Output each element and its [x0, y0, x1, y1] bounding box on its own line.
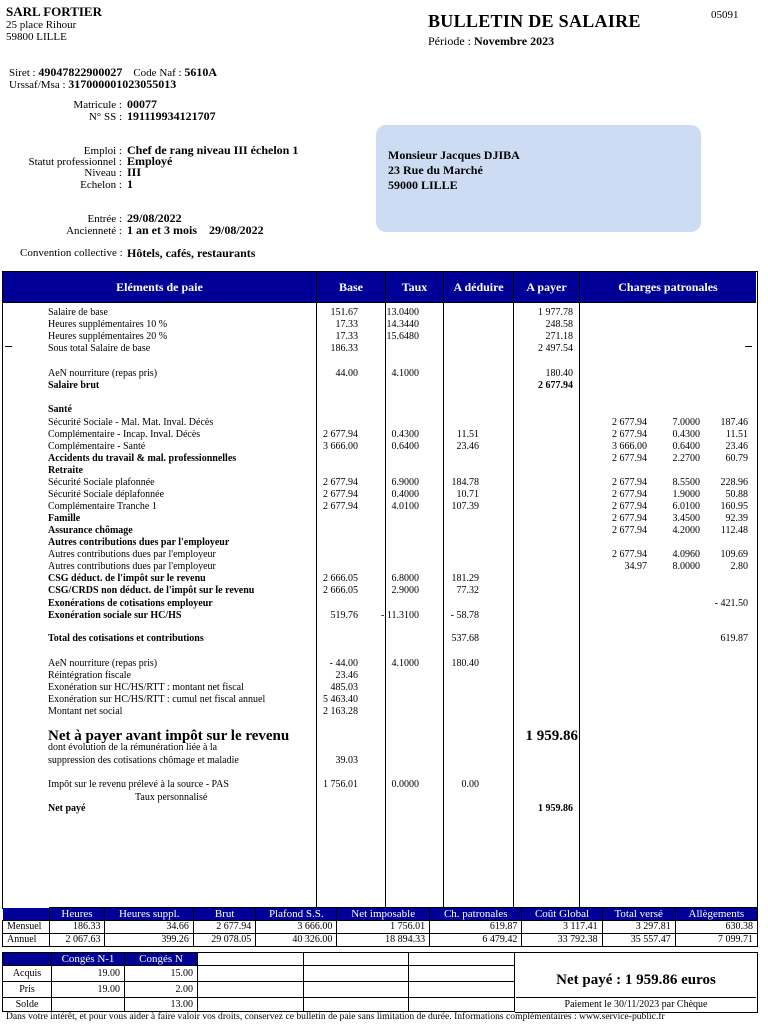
net-paye-final: Net payé : 1 959.86 euros — [556, 972, 716, 988]
row-taux: 4.1000 — [391, 368, 419, 379]
table-row — [0, 331, 768, 343]
table-row — [0, 658, 768, 670]
row-label: Net payé — [48, 803, 86, 814]
totals-header: Total versé — [602, 908, 675, 921]
conges-cell: 19.00 — [52, 966, 125, 982]
siret-value: 49047822900027 — [38, 65, 123, 79]
row-ded: 184.78 — [451, 477, 479, 488]
mensuel-cell: 1 756.01 — [337, 921, 430, 934]
footer-note: Dans votre intérêt, et pour vous aider à faire valoir vos droits, conservez ce bulletin de paie sans limitation de durée. Informations complémentaires : www.service-public.fr — [6, 1011, 665, 1022]
totals-header: Brut — [193, 908, 255, 921]
conges-cell: 15.00 — [125, 966, 198, 982]
row-base: 17.33 — [335, 319, 358, 330]
row-label: CSG déduct. de l'impôt sur le revenu — [48, 573, 206, 584]
row-ded: 537.68 — [451, 633, 479, 644]
annuel-cell: 18 894.33 — [337, 934, 430, 947]
conges-cell: 13.00 — [125, 998, 198, 1012]
row-cm: 109.69 — [720, 549, 748, 560]
row-ded: 0.00 — [461, 779, 479, 790]
row-base: 23.46 — [335, 670, 358, 681]
table-row — [0, 417, 768, 429]
row-cm: 50.88 — [725, 489, 748, 500]
row-ct: 7.0000 — [672, 417, 700, 428]
row-label: Exonérations de cotisations employeur — [48, 598, 213, 609]
row-taux: 15.6480 — [386, 331, 419, 342]
table-row — [0, 477, 768, 489]
document-title: BULLETIN DE SALAIRE — [428, 11, 641, 31]
table-row — [0, 441, 768, 453]
row-label: Autres contributions dues par l'employeur — [48, 561, 216, 572]
table-row — [0, 670, 768, 682]
row-taux: 6.8000 — [391, 573, 419, 584]
table-row — [0, 803, 768, 815]
annuel-cell: 40 326.00 — [256, 934, 337, 947]
mensuel-cell: 3 117.41 — [522, 921, 602, 934]
table-row — [0, 465, 768, 477]
row-ded: 107.39 — [451, 501, 479, 512]
address-line-1: Monsieur Jacques DJIBA — [388, 148, 520, 162]
annuel-cell: 7 099.71 — [675, 934, 757, 947]
employer-street: 25 place Rihour — [6, 19, 77, 31]
totals-table — [2, 907, 758, 947]
row-label: Famille — [48, 513, 81, 524]
row-ct: 3.4500 — [672, 513, 700, 524]
mensuel-cell: 3 666.00 — [256, 921, 337, 934]
row-cb: 2 677.94 — [612, 477, 647, 488]
row-label: Accidents du travail & mal. professionnelles — [48, 453, 237, 464]
row-cm: 92.39 — [725, 513, 748, 524]
row-ct: 2.2700 — [672, 453, 700, 464]
table-row — [0, 755, 768, 767]
row-cb: 2 677.94 — [612, 525, 647, 536]
table-row — [0, 525, 768, 537]
row-ded: - 58.78 — [450, 610, 479, 621]
row-taux: 14.3440 — [386, 319, 419, 330]
row-label: Exonération sociale sur HC/HS — [48, 610, 182, 621]
table-row — [0, 549, 768, 561]
conges-header: Congés N-1 — [52, 953, 125, 966]
table-row — [0, 501, 768, 513]
row-cb: 2 677.94 — [612, 453, 647, 464]
row-ded: 77.32 — [456, 585, 479, 596]
conges-row-label: Solde — [3, 998, 52, 1012]
totals-header: Heures suppl. — [105, 908, 193, 921]
statut-label: Statut professionnel : — [28, 156, 122, 168]
row-label: Complémentaire Tranche 1 — [48, 501, 157, 512]
row-taux: 2.9000 — [391, 585, 419, 596]
row-ct: 4.2000 — [672, 525, 700, 536]
row-label: Sécurité Sociale plafonnée — [48, 477, 155, 488]
table-row — [0, 598, 768, 610]
annuel-label: Annuel — [3, 934, 50, 947]
taux-personnalise: Taux personnalisé — [135, 792, 208, 803]
totals-header: Heures — [49, 908, 105, 921]
row-label: Montant net social — [48, 706, 123, 717]
table-row — [0, 429, 768, 441]
totals-header: Coût Global — [522, 908, 602, 921]
period: Période : Novembre 2023 — [428, 34, 555, 48]
row-pay: 180.40 — [545, 368, 573, 379]
ss-label: N° SS : — [88, 111, 122, 123]
row-base: 5 463.40 — [323, 694, 358, 705]
table-row — [0, 573, 768, 585]
row-label: Total des cotisations et contributions — [48, 633, 204, 644]
row-base: 151.67 — [330, 307, 358, 318]
echelon-label: Echelon : — [80, 179, 122, 191]
row-pay: 271.18 — [545, 331, 573, 342]
row-taux: 0.4000 — [391, 489, 419, 500]
row-cm: 619.87 — [720, 633, 748, 644]
statut-value: Employé — [127, 154, 173, 168]
row-taux: 0.4300 — [391, 429, 419, 440]
row-taux: - 11.3100 — [381, 610, 419, 621]
address-line-2: 23 Rue du Marché — [388, 163, 483, 177]
row-taux: 4.1000 — [391, 658, 419, 669]
table-row — [0, 513, 768, 525]
row-label: Retraite — [48, 465, 83, 476]
table-row — [0, 343, 768, 355]
anciennete-value: 1 an et 3 mois — [127, 223, 197, 237]
row-taux: 6.9000 — [391, 477, 419, 488]
table-row — [0, 694, 768, 706]
conges-table — [2, 952, 515, 1012]
annuel-cell: 29 078.05 — [193, 934, 255, 947]
convention-label: Convention collective : — [20, 247, 123, 259]
table-row — [0, 453, 768, 465]
header-rule — [3, 302, 756, 303]
row-base: 2 666.05 — [323, 585, 358, 596]
row-base: 2 677.94 — [323, 429, 358, 440]
table-row — [0, 633, 768, 645]
row-label: Autres contributions dues par l'employeur — [48, 537, 230, 548]
row-cb: 2 677.94 — [612, 429, 647, 440]
niveau-value: III — [127, 165, 142, 179]
row-label: Réintégration fiscale — [48, 670, 132, 681]
matricule-value: 00077 — [127, 97, 157, 111]
row-ct: 6.0100 — [672, 501, 700, 512]
table-row — [0, 307, 768, 319]
conges-row-label: Acquis — [3, 966, 52, 982]
mensuel-cell: 619.87 — [430, 921, 522, 934]
table-row — [0, 706, 768, 718]
row-label: Complémentaire - Incap. Inval. Décès — [48, 429, 201, 440]
table-row — [0, 682, 768, 694]
row-base: 2 677.94 — [323, 501, 358, 512]
row-cb: 2 677.94 — [612, 417, 647, 428]
paiement-info: Paiement le 30/11/2023 par Chèque — [516, 997, 756, 1010]
row-ded: 11.51 — [456, 429, 479, 440]
row-label: dont évolution de la rémunération liée à la — [48, 742, 218, 753]
row-label: Heures supplémentaires 10 % — [48, 319, 168, 330]
row-ct: 0.4300 — [672, 429, 700, 440]
convention-value: Hôtels, cafés, restaurants — [127, 246, 256, 260]
row-ct: 4.0960 — [672, 549, 700, 560]
row-cb: 3 666.00 — [612, 441, 647, 452]
conges-cell: 19.00 — [52, 982, 125, 998]
row-base: 2 163.28 — [323, 706, 358, 717]
row-cm: 11.51 — [725, 429, 748, 440]
table-row — [0, 368, 768, 380]
header-base: Base — [317, 272, 385, 302]
totals-header: Net imposable — [337, 908, 430, 921]
row-base: 39.03 — [335, 755, 358, 766]
row-taux: 13.0400 — [386, 307, 419, 318]
row-label: suppression des cotisations chômage et maladie — [48, 755, 239, 766]
row-label: Salaire brut — [48, 380, 100, 391]
urssaf-value: 317000001023055013 — [68, 77, 177, 91]
row-label: Complémentaire - Santé — [48, 441, 146, 452]
header-elements: Eléments de paie — [3, 272, 316, 302]
mensuel-cell: 34.66 — [105, 921, 193, 934]
row-label: Impôt sur le revenu prélevé à la source - PAS — [48, 779, 229, 790]
mensuel-cell: 3 297.81 — [602, 921, 675, 934]
table-row — [0, 319, 768, 331]
row-cm: - 421.50 — [714, 598, 748, 609]
niveau-label: Niveau : — [84, 167, 122, 179]
row-cb: 2 677.94 — [612, 513, 647, 524]
row-ded: 181.29 — [451, 573, 479, 584]
row-ct: 8.5500 — [672, 477, 700, 488]
header-taux: Taux — [386, 272, 443, 302]
row-base: 3 666.00 — [323, 441, 358, 452]
totals-header: Ch. patronales — [430, 908, 522, 921]
row-base: 44.00 — [335, 368, 358, 379]
row-base: 485.03 — [330, 682, 358, 693]
row-cm: 112.48 — [720, 525, 748, 536]
row-ded: 180.40 — [451, 658, 479, 669]
table-row — [0, 404, 768, 416]
row-label: Autres contributions dues par l'employeur — [48, 549, 216, 560]
conges-header: Congés N — [125, 953, 198, 966]
annuel-cell: 2 067.63 — [49, 934, 105, 947]
row-base: 2 677.94 — [323, 477, 358, 488]
emploi-value: Chef de rang niveau III échelon 1 — [127, 143, 299, 157]
table-row — [0, 537, 768, 549]
row-label: AeN nourriture (repas pris) — [48, 368, 158, 379]
row-label: Santé — [48, 404, 72, 415]
document-code: 05091 — [711, 9, 739, 21]
totals-header: Plafond S.S. — [256, 908, 337, 921]
row-cm: 160.95 — [720, 501, 748, 512]
employer-name: SARL FORTIER — [6, 4, 102, 19]
table-row — [0, 610, 768, 622]
row-base: 1 756.01 — [323, 779, 358, 790]
emploi-label: Emploi : — [83, 145, 122, 157]
row-ct: 0.6400 — [672, 441, 700, 452]
entree-label: Entrée : — [87, 213, 122, 225]
row-pay: 1 977.78 — [538, 307, 573, 318]
row-base: 2 666.05 — [323, 573, 358, 584]
ss-value: 191119934121707 — [127, 109, 216, 123]
row-label: Sous total Salaire de base — [48, 343, 151, 354]
conges-cell: 2.00 — [125, 982, 198, 998]
header-payer: A payer — [514, 272, 579, 302]
row-taux: 4.0100 — [391, 501, 419, 512]
annuel-cell: 33 792.38 — [522, 934, 602, 947]
mensuel-cell: 2 677.94 — [193, 921, 255, 934]
mensuel-cell: 186.33 — [49, 921, 105, 934]
totals-header: Allègements — [675, 908, 757, 921]
row-label: Assurance chômage — [48, 525, 133, 536]
header-deduire: A déduire — [444, 272, 513, 302]
row-base: 2 677.94 — [323, 489, 358, 500]
echelon-value: 1 — [127, 177, 133, 191]
row-taux: 0.6400 — [391, 441, 419, 452]
row-cm: 228.96 — [720, 477, 748, 488]
table-row — [0, 489, 768, 501]
row-base: - 44.00 — [329, 658, 358, 669]
row-cb: 2 677.94 — [612, 489, 647, 500]
row-cb: 34.97 — [624, 561, 647, 572]
row-base: 519.76 — [330, 610, 358, 621]
table-row — [0, 561, 768, 573]
row-label: Salaire de base — [48, 307, 108, 318]
table-row — [0, 585, 768, 597]
row-cb: 2 677.94 — [612, 549, 647, 560]
matricule-label: Matricule : — [73, 99, 122, 111]
row-taux: 0.0000 — [391, 779, 419, 790]
row-cm: 23.46 — [725, 441, 748, 452]
entree-value: 29/08/2022 — [127, 211, 182, 225]
conges-cell — [52, 998, 125, 1012]
anciennete-label: Ancienneté : — [66, 225, 122, 237]
naf-value: 5610A — [184, 65, 218, 79]
conges-row-label: Pris — [3, 982, 52, 998]
row-pay: 248.58 — [545, 319, 573, 330]
row-ct: 8.0000 — [672, 561, 700, 572]
mensuel-cell: 630.38 — [675, 921, 757, 934]
row-pay: 2 677.94 — [538, 380, 573, 391]
row-base: 17.33 — [335, 331, 358, 342]
row-cm: 187.46 — [720, 417, 748, 428]
row-ded: 23.46 — [456, 441, 479, 452]
siret-line: Siret : 49047822900027 Code Naf : 5610A — [9, 65, 218, 79]
table-row — [0, 380, 768, 392]
row-pay: 2 497.54 — [538, 343, 573, 354]
row-ct: 1.9000 — [672, 489, 700, 500]
row-base: 186.33 — [330, 343, 358, 354]
annuel-cell: 6 479.42 — [430, 934, 522, 947]
address-line-3: 59000 LILLE — [388, 178, 458, 192]
row-pay: 1 959.86 — [538, 803, 573, 814]
row-label: Exonération sur HC/HS/RTT : montant net fiscal — [48, 682, 244, 693]
row-cb: 2 677.94 — [612, 501, 647, 512]
urssaf-line: Urssaf/Msa : 317000001023055013 — [9, 77, 177, 91]
row-label: Sécurité Sociale déplafonnée — [48, 489, 165, 500]
net-avant-impot-value: 1 959.86 — [525, 728, 578, 744]
net-avant-impot-label: Net à payer avant impôt sur le revenu — [48, 728, 290, 744]
row-label: AeN nourriture (repas pris) — [48, 658, 158, 669]
header-charges: Charges patronales — [580, 272, 756, 302]
anciennete-date: 29/08/2022 — [209, 223, 264, 237]
employer-city: 59800 LILLE — [6, 31, 67, 43]
annuel-cell: 35 557.47 — [602, 934, 675, 947]
row-cm: 60.79 — [725, 453, 748, 464]
row-ded: 10.71 — [456, 489, 479, 500]
annuel-cell: 399.26 — [105, 934, 193, 947]
mensuel-label: Mensuel — [3, 921, 50, 934]
row-label: Heures supplémentaires 20 % — [48, 331, 168, 342]
row-label: CSG/CRDS non déduct. de l'impôt sur le revenu — [48, 585, 255, 596]
row-label: Sécurité Sociale - Mal. Mat. Inval. Décès — [48, 417, 214, 428]
row-cm: 2.80 — [730, 561, 748, 572]
row-label: Exonération sur HC/HS/RTT : cumul net fiscal annuel — [48, 694, 266, 705]
table-row — [0, 779, 768, 791]
